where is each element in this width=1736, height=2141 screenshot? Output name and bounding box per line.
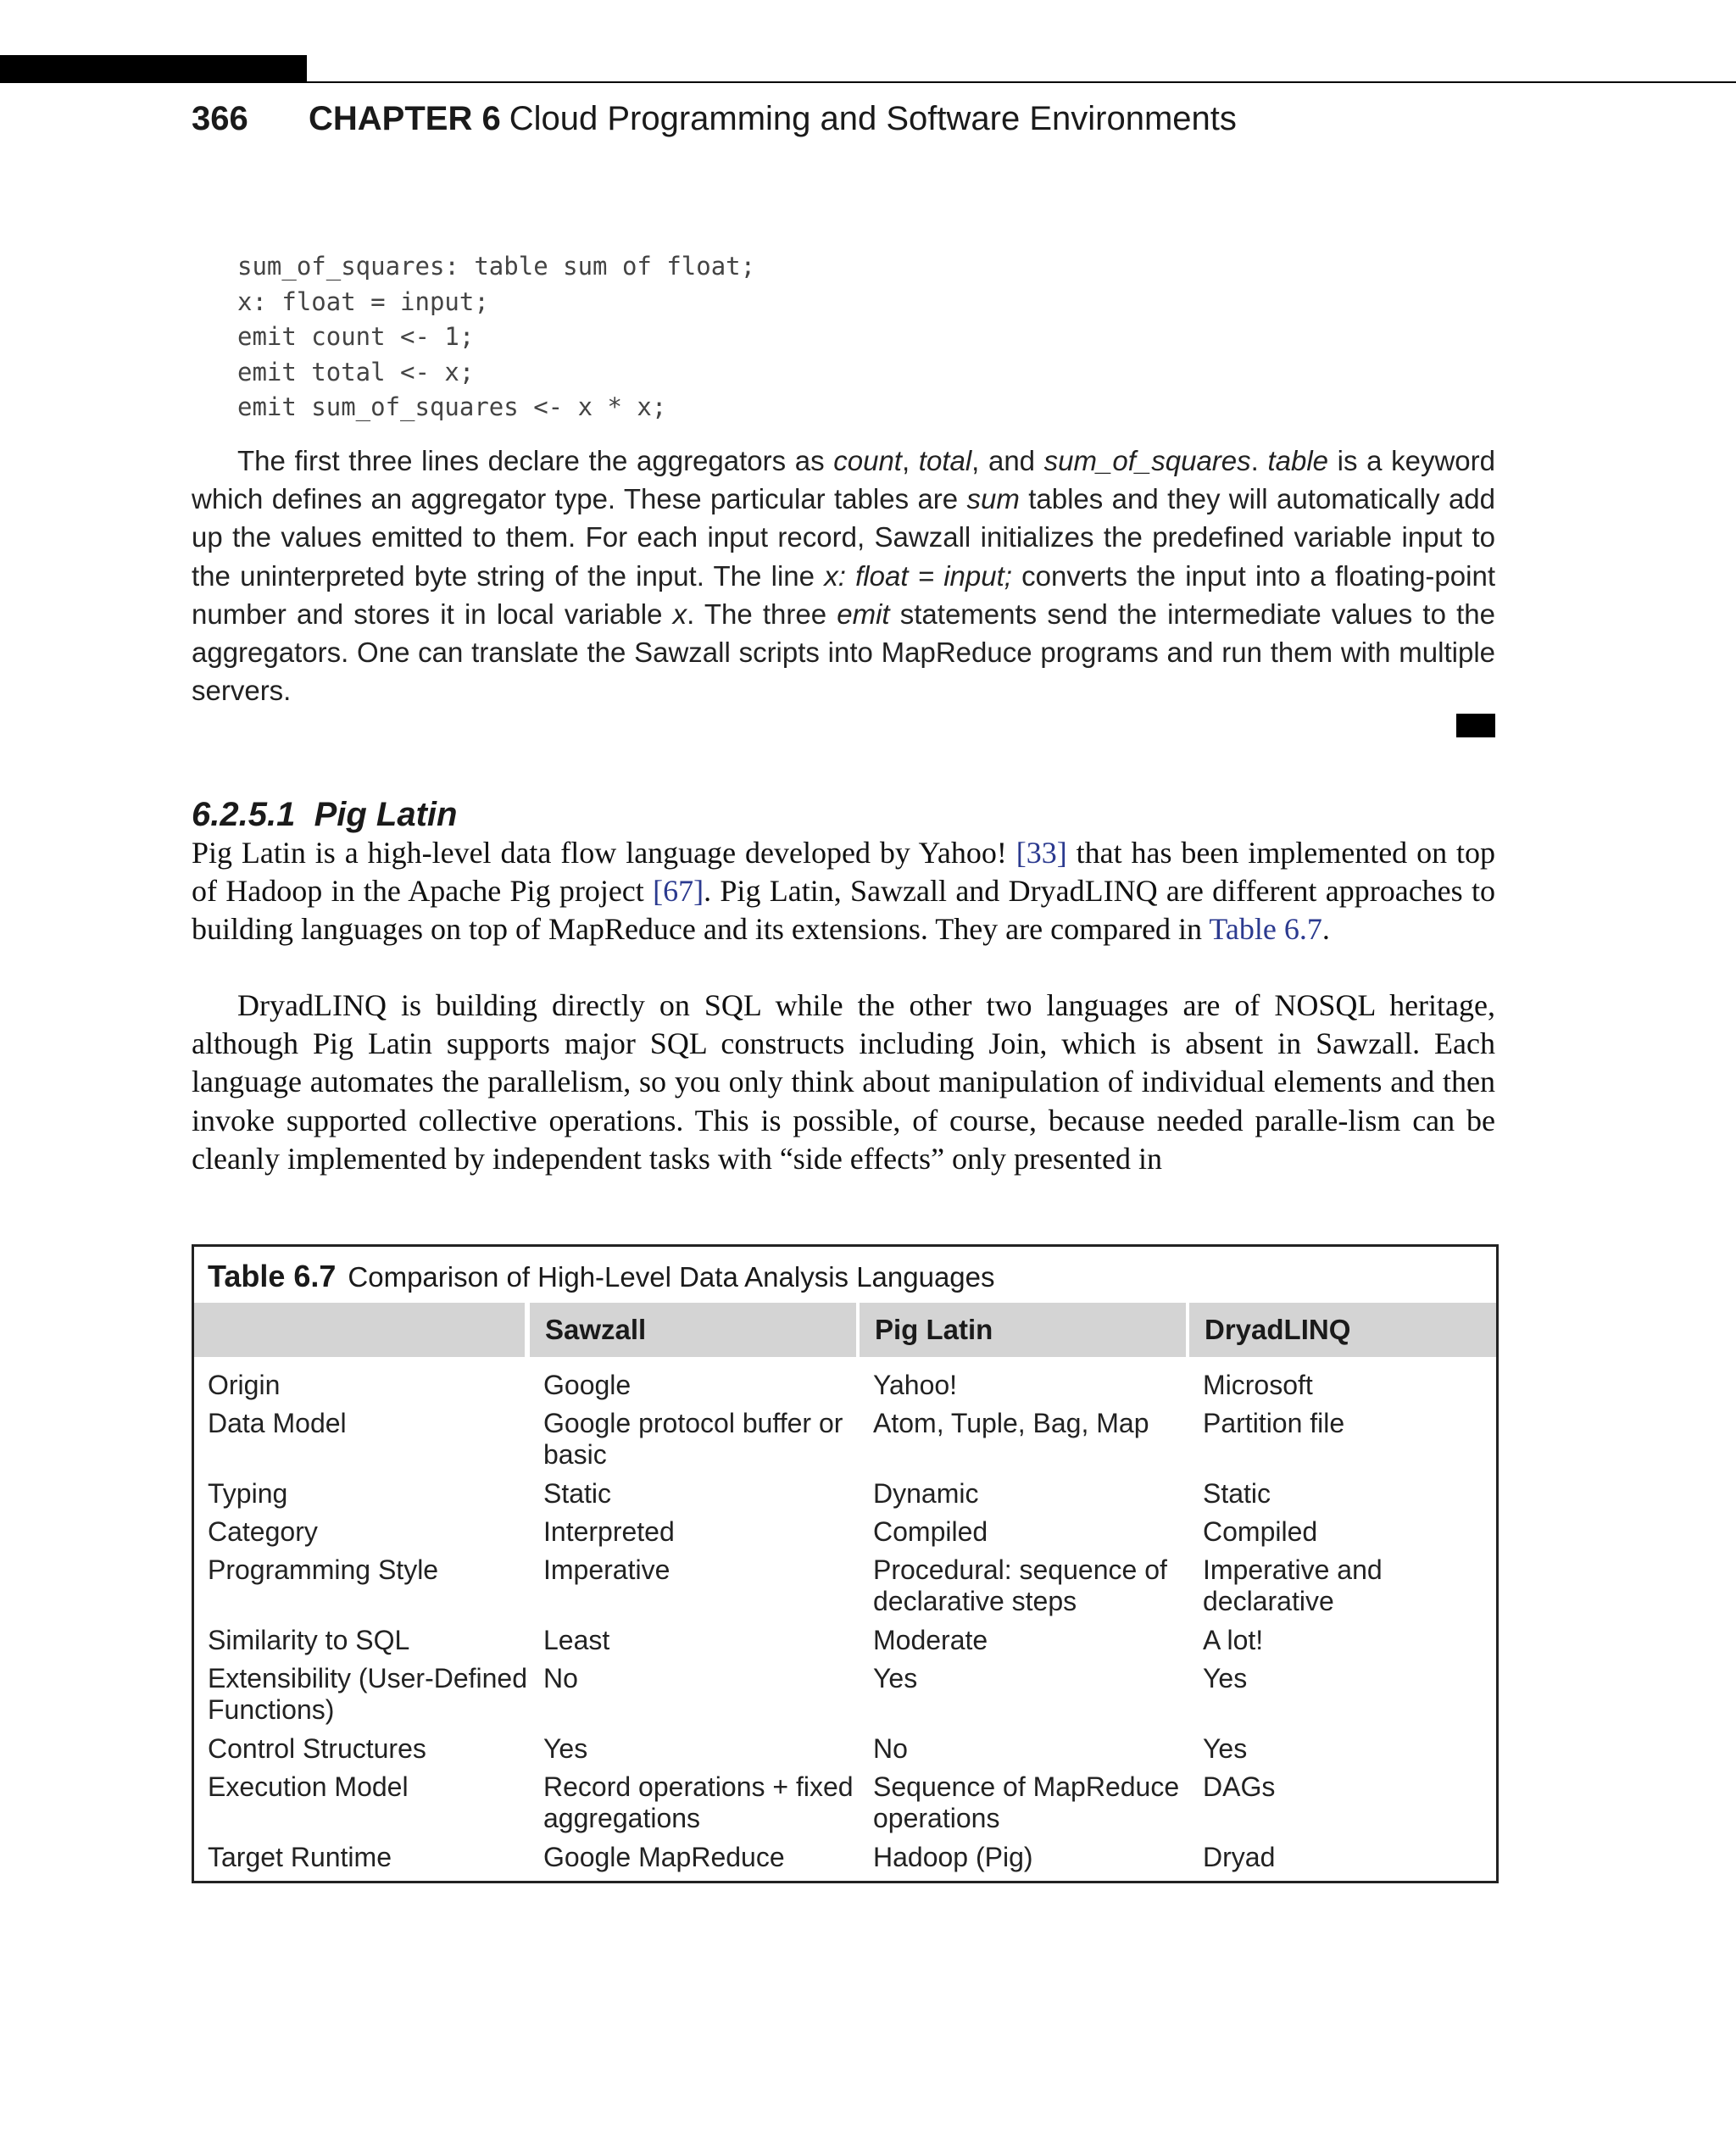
- table-cell: Least: [543, 1625, 610, 1655]
- table-cell: Yes: [1203, 1733, 1248, 1764]
- text-run: Pig Latin is a high-level data flow language developed by Yahoo!: [192, 836, 1016, 870]
- chapter-label: CHAPTER 6: [309, 100, 501, 137]
- table-cell: Category: [208, 1516, 318, 1547]
- text-run: . The three: [687, 598, 837, 630]
- table-cell: No: [873, 1733, 908, 1764]
- header-rule: [0, 81, 1736, 83]
- table-cell: Static: [543, 1478, 612, 1509]
- table-cell: Sequence of MapReduce operations: [873, 1771, 1180, 1833]
- term-line: x: float = input;: [824, 559, 1012, 592]
- table-cell: Programming Style: [208, 1554, 439, 1585]
- text-run: converts the input into a floating-point number and stores it in local variable: [192, 559, 1495, 630]
- table-cell: DAGs: [1203, 1771, 1276, 1802]
- table-cell: Procedural: sequence of declarative steps: [873, 1554, 1167, 1616]
- table-cell: Extensibility (User-Defined Functions): [208, 1663, 528, 1725]
- comparison-table: [192, 1244, 1499, 1883]
- table-cell: Google MapReduce: [543, 1842, 785, 1872]
- text-run: ,: [901, 445, 919, 476]
- code-block: [237, 249, 755, 425]
- explanation-paragraph: [192, 442, 1495, 709]
- term-x: x: [672, 598, 687, 630]
- table-cell: Dryad: [1203, 1842, 1276, 1872]
- header-bar-block: [0, 55, 307, 82]
- body-paragraph-2: [192, 987, 1495, 1178]
- table-cell: Partition file: [1203, 1408, 1345, 1438]
- table-cell: Imperative and declarative: [1203, 1554, 1383, 1616]
- table-header-row: [194, 1303, 1496, 1357]
- table-cell: Interpreted: [543, 1516, 675, 1547]
- page-number: 366: [192, 100, 248, 137]
- section-title: Pig Latin: [314, 796, 458, 833]
- table-cell: A lot!: [1203, 1625, 1264, 1655]
- table-cell: Typing: [208, 1478, 288, 1509]
- text-run: . Pig Latin, Sawzall and DryadLINQ are different approaches to building languages on top of MapReduce and its extensions. They are compared in: [192, 874, 1495, 947]
- text-run: DryadLINQ is building directly on SQL while the other two languages are of NOSQL heritage, although Pig Latin supports major SQL constructs including Join, which is absent in Sawzall. Each language automates the parallelism, so you only think about manipulation of individual elements and then invoke supported collective operations. This is possible, of course, because needed paralle-lism can be cleanly implemented by independent tasks with “side effects” only presented in: [192, 988, 1495, 1176]
- term-sum: sum: [966, 483, 1020, 515]
- body-paragraph-1: [192, 834, 1495, 949]
- table-cell: Data Model: [208, 1408, 347, 1438]
- table-number: Table 6.7: [208, 1259, 337, 1293]
- table-caption: [208, 1257, 995, 1297]
- table-header-cell: Sawzall: [530, 1303, 856, 1357]
- table-cell: Static: [1203, 1478, 1271, 1509]
- table-cell: Imperative: [543, 1554, 670, 1585]
- table-header-cell: Pig Latin: [860, 1303, 1186, 1357]
- text-run: The first three lines declare the aggregators as: [237, 445, 834, 476]
- citation-link[interactable]: [67]: [653, 874, 704, 909]
- table-cell: Atom, Tuple, Bag, Map: [873, 1408, 1149, 1438]
- table-header-cell: [194, 1303, 525, 1357]
- table-cell: Control Structures: [208, 1733, 426, 1764]
- table-cell: Compiled: [873, 1516, 988, 1547]
- section-number: 6.2.5.1: [192, 796, 296, 833]
- table-cell: Record operations + fixed aggregations: [543, 1771, 854, 1833]
- code-line: x: float = input;: [237, 286, 489, 316]
- table-cell: Google protocol buffer or basic: [543, 1408, 843, 1470]
- term-total: total: [918, 445, 972, 476]
- code-line: sum_of_squares: table sum of float;: [237, 252, 756, 281]
- code-line: emit count <- 1;: [237, 322, 475, 351]
- term-sum-of-squares: sum_of_squares: [1043, 445, 1251, 476]
- text-run: tables and they will automatically add up the values emitted to them. For each input record, Sawzall initializes the predefined variable input to the uninterpreted byte string of the input. The line: [192, 483, 1495, 592]
- text-run: .: [1321, 912, 1330, 947]
- table-cell: Execution Model: [208, 1771, 409, 1802]
- table-header-cell: DryadLINQ: [1189, 1303, 1496, 1357]
- table-cell: Hadoop (Pig): [873, 1842, 1033, 1872]
- table-reference-link[interactable]: Table 6.7: [1209, 912, 1322, 947]
- code-line: emit sum_of_squares <- x * x;: [237, 392, 667, 421]
- code-line: emit total <- x;: [237, 357, 475, 386]
- table-cell: Compiled: [1203, 1516, 1318, 1547]
- table-cell: Google: [543, 1370, 632, 1400]
- table-cell: Target Runtime: [208, 1842, 392, 1872]
- running-header: [192, 95, 1237, 142]
- text-run: that has been implemented on top of Hadoop in the Apache Pig project: [192, 836, 1495, 909]
- term-count: count: [833, 445, 902, 476]
- text-run: , and: [971, 445, 1044, 476]
- chapter-title: Cloud Programming and Software Environments: [509, 100, 1237, 137]
- table-cell: Yahoo!: [873, 1370, 958, 1400]
- table-cell: Dynamic: [873, 1478, 979, 1509]
- table-cell: Yes: [1203, 1663, 1248, 1693]
- table-caption-text: Comparison of High-Level Data Analysis Languages: [348, 1261, 995, 1293]
- text-run: statements send the intermediate values to the aggregators. One can translate the Sawzall scripts into MapReduce programs and run them with multiple servers.: [192, 598, 1495, 707]
- term-emit: emit: [837, 598, 890, 630]
- text-run: .: [1250, 445, 1268, 476]
- citation-link[interactable]: [33]: [1015, 836, 1067, 870]
- text-run: is a keyword which defines an aggregator type. These particular tables are: [192, 445, 1495, 515]
- end-of-example-marker: [1456, 714, 1495, 737]
- section-heading: [192, 792, 457, 837]
- table-cell: Microsoft: [1203, 1370, 1313, 1400]
- table-cell: Yes: [543, 1733, 588, 1764]
- table-cell: Similarity to SQL: [208, 1625, 410, 1655]
- table-cell: Yes: [873, 1663, 918, 1693]
- table-cell: No: [543, 1663, 578, 1693]
- table-cell: Origin: [208, 1370, 281, 1400]
- table-cell: Moderate: [873, 1625, 988, 1655]
- term-table: table: [1267, 445, 1329, 476]
